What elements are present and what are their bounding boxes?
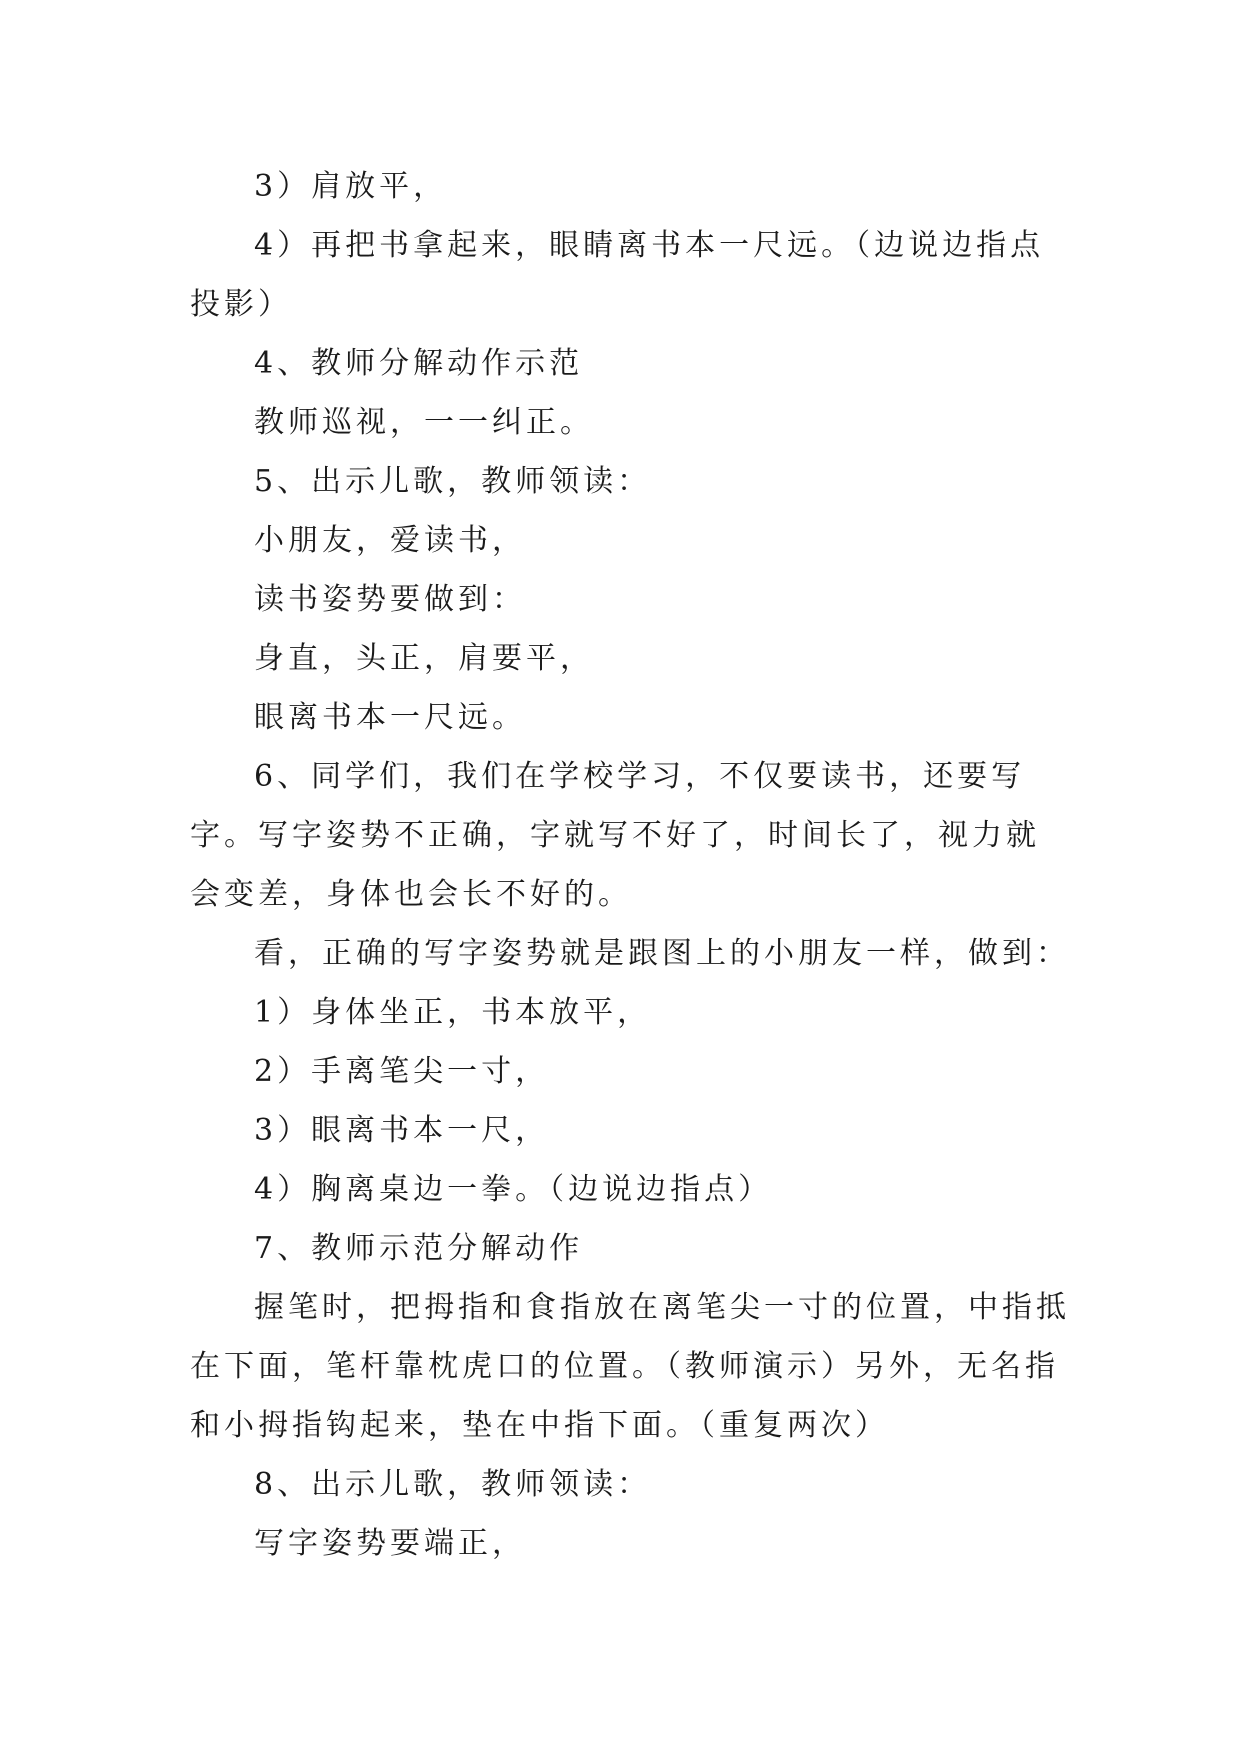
paragraph: 读书姿势要做到：	[254, 582, 526, 617]
paragraph: 2）手离笔尖一寸，	[254, 1054, 550, 1089]
paragraph: 写字姿势要端正，	[254, 1526, 526, 1561]
paragraph: 4、教师分解动作示范	[254, 346, 584, 381]
paragraph: 3）眼离书本一尺，	[254, 1113, 550, 1148]
paragraph: 1）身体坐正，书本放平，	[254, 995, 652, 1030]
paragraph: 5、出示儿歌，教师领读：	[254, 464, 652, 499]
paragraph: 小朋友，爱读书，	[254, 523, 526, 558]
paragraph: 6、同学们，我们在学校学习，不仅要读书，还要写字。写字姿势不正确，字就写不好了，时间长了，视力就会变差，身体也会长不好的。	[190, 759, 1040, 912]
paragraph: 握笔时，把拇指和食指放在离笔尖一寸的位置，中指抵在下面，笔杆靠枕虎口的位置。（教师演示）另外，无名指和小拇指钩起来，垫在中指下面。（重复两次）	[190, 1290, 1070, 1443]
paragraph: 4）胸离桌边一拳。（边说边指点）	[254, 1172, 773, 1207]
document-body	[190, 157, 1070, 1573]
paragraph: 3）肩放平，	[254, 169, 448, 204]
paragraph: 7、教师示范分解动作	[254, 1231, 584, 1266]
paragraph: 教师巡视，一一纠正。	[254, 405, 594, 440]
paragraph: 8、出示儿歌，教师领读：	[254, 1467, 652, 1502]
paragraph: 身直，头正，肩要平，	[254, 641, 594, 676]
paragraph: 看，正确的写字姿势就是跟图上的小朋友一样，做到：	[254, 936, 1070, 971]
paragraph: 4）再把书拿起来，眼睛离书本一尺远。（边说边指点投影）	[190, 228, 1045, 322]
paragraph: 眼离书本一尺远。	[254, 700, 526, 735]
